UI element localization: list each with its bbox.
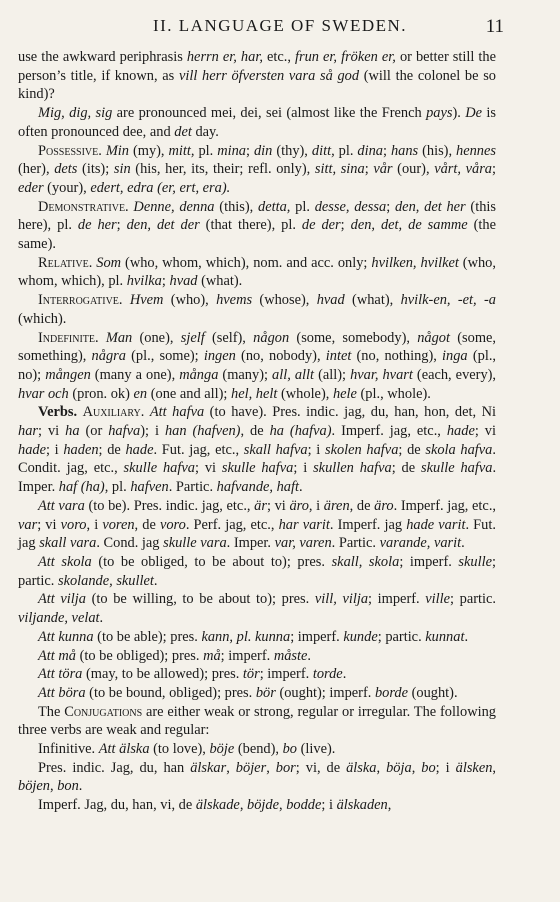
paragraph — [18, 291, 496, 328]
text-run: ; i — [45, 441, 64, 458]
text-run: etc., — [262, 49, 295, 65]
text-run: (who, whom, which), pl. — [18, 254, 496, 290]
text-run: vår — [373, 161, 393, 178]
page-number: 11 — [485, 16, 504, 37]
text-run: (whose), — [252, 292, 317, 309]
text-run: , — [49, 778, 58, 795]
text-run: , — [226, 759, 236, 776]
text-run: ; vi — [194, 460, 222, 477]
text-run: (to be obliged, to be about to); pres. — [91, 553, 332, 570]
text-run: ; — [161, 273, 170, 290]
text-run: må — [203, 647, 221, 664]
text-run: ; imperf. — [220, 647, 274, 664]
text-run: . Fut. jag, etc., — [153, 441, 244, 458]
text-run: det — [174, 123, 192, 140]
text-run: (will the colonel be so kind)? — [18, 67, 496, 103]
text-run: frun er, fröken er, — [295, 49, 396, 65]
text-run: skulle hafva — [421, 460, 493, 477]
text-run: (pl., whole). — [356, 385, 431, 402]
text-run: (pl., no); — [18, 348, 497, 383]
text-run: (what). — [197, 273, 243, 290]
text-run: pl. — [194, 142, 218, 159]
text-run: (no, nothing), — [351, 348, 443, 365]
text-run: ; partic. — [450, 591, 497, 608]
text-run: (which). — [18, 310, 67, 327]
text-run: (ought); imperf. — [275, 684, 375, 701]
text-run: haden — [63, 441, 99, 458]
text-run: . Partic. — [331, 535, 380, 552]
text-run: hvilka — [126, 273, 162, 290]
text-run: ; imperf. — [399, 553, 459, 570]
text-run: (to be obliged); pres. — [75, 647, 204, 664]
text-run: var, varen — [274, 535, 332, 552]
text-run: . Imperf. jag, etc., — [393, 497, 497, 514]
text-run: ). — [452, 105, 466, 122]
text-run: ; — [116, 217, 127, 234]
text-run: . — [299, 479, 303, 496]
text-run: älskar — [190, 759, 227, 776]
text-run: (to be able); pres. — [93, 628, 202, 645]
text-run: viljande, velat — [18, 610, 100, 627]
text-run: bor — [275, 759, 296, 776]
text-run: kunnat — [425, 628, 465, 645]
text-run: pays — [426, 105, 453, 122]
text-run: , — [239, 797, 248, 814]
text-run: ha — [65, 423, 80, 440]
text-run: (bend), — [234, 741, 283, 758]
text-run: (who, whom, which), nom. and acc. only; — [121, 254, 372, 271]
text-run: Interrogative. — [38, 292, 123, 309]
paragraph — [18, 647, 496, 666]
paragraph — [18, 590, 496, 627]
text-run: bo — [421, 759, 436, 776]
text-run: Possessive. — [38, 142, 102, 159]
text-run: de her — [77, 217, 117, 234]
text-run: Denne, denna — [133, 198, 215, 215]
text-run: haf (ha) — [58, 479, 105, 496]
text-run: vårt, våra — [434, 161, 492, 178]
text-run: ; de — [98, 441, 126, 458]
text-run: bo — [282, 741, 297, 758]
text-run: (may, to be allowed); pres. — [82, 666, 243, 683]
text-run: skolande, skullet — [57, 572, 154, 589]
text-run: skall, skola — [331, 553, 400, 570]
text-run: den, det her — [394, 198, 466, 215]
text-run: hade — [446, 423, 475, 440]
text-run: Mig, dig, sig — [38, 105, 113, 122]
text-run: ; i — [307, 441, 325, 458]
text-run: Att må — [38, 647, 76, 664]
text-run: use the awkward periphrasis — [18, 49, 187, 65]
paragraph — [18, 198, 496, 254]
text-run: (pl., some); — [125, 348, 204, 365]
text-run: hvilk-en, -et, -a — [400, 292, 496, 309]
text-run: hvar och — [18, 385, 69, 402]
text-run: Infinitive. — [38, 741, 99, 758]
text-run: Demonstrative. — [38, 198, 129, 215]
text-run: voro — [60, 516, 87, 533]
text-run: . — [464, 628, 469, 645]
text-run: älskaden — [336, 797, 388, 814]
text-run: din — [253, 142, 273, 159]
text-run: ha (hafva) — [269, 423, 332, 440]
text-run: dets — [54, 161, 78, 178]
text-run: (self), — [204, 329, 254, 346]
text-run: torde — [312, 666, 343, 683]
text-run: herrn er, har, — [186, 49, 263, 65]
text-run: skulle hafva — [221, 460, 294, 477]
text-run: (ought). — [408, 684, 458, 701]
text-run: desse, dessa — [314, 198, 387, 215]
text-run: den, det der — [126, 217, 200, 234]
text-run: , de — [134, 516, 160, 533]
paragraph — [18, 684, 496, 703]
text-run: Min — [105, 142, 129, 159]
paragraph — [18, 254, 496, 291]
text-run: Att kunna — [38, 628, 94, 645]
text-run: . Cond. jag — [96, 535, 164, 552]
text-run — [99, 330, 106, 346]
paragraph — [18, 665, 496, 684]
text-run: (each, every), — [412, 366, 497, 383]
text-run: skullen hafva — [313, 460, 392, 477]
text-run: pl. — [334, 142, 358, 159]
text-run: , i — [86, 516, 103, 533]
text-run: , de — [349, 497, 375, 514]
text-run: ; imperf. — [259, 666, 313, 683]
text-run: ; vi — [266, 497, 290, 514]
paragraph — [18, 740, 496, 759]
text-run: skulle — [458, 553, 492, 570]
text-run: . Imper. — [226, 535, 275, 552]
text-run: (one), — [132, 329, 181, 346]
text-run: ; — [492, 161, 496, 178]
text-run: hennes — [456, 142, 496, 159]
text-run: ; partic. — [18, 553, 496, 589]
text-run: dina — [357, 142, 383, 159]
paragraph — [18, 628, 496, 647]
text-run: (to love), — [149, 741, 210, 758]
text-run: skulle hafva — [123, 460, 195, 477]
text-run: (some, somebody), — [289, 329, 418, 346]
text-run: (no, nobody), — [235, 348, 326, 365]
text-run: (or — [79, 423, 109, 440]
text-run: . Imperf. jag — [329, 516, 407, 533]
text-run: var — [18, 516, 38, 533]
text-run: måste — [273, 647, 308, 664]
text-run: (this here), pl. — [18, 198, 496, 234]
text-run: bör — [255, 684, 276, 701]
text-run: are either weak or strong, regular or irregular. The following three verbs are weak and regular: — [18, 703, 496, 739]
text-run: Relative. — [38, 254, 93, 271]
text-run: ; vi — [474, 423, 497, 440]
text-run: (that there), pl. — [199, 217, 302, 234]
text-run: , — [387, 797, 392, 814]
text-run: ; imperf. — [368, 591, 426, 608]
text-run: , — [411, 759, 422, 776]
text-run: . — [153, 572, 158, 589]
text-run: (to be). Pres. indic. jag, etc., — [84, 497, 255, 514]
text-run: (his, her, its, their; refl. only), — [130, 161, 315, 178]
text-run: Att skola — [38, 553, 92, 570]
text-run: Att hafva — [149, 404, 205, 421]
text-run: älska — [346, 759, 377, 776]
paragraph — [18, 104, 496, 141]
text-run: pl. — [290, 198, 315, 215]
text-run: (some, something), — [18, 329, 497, 365]
text-run: (this), — [214, 198, 259, 215]
text-run: . Condit. jag, etc., — [18, 441, 496, 477]
text-run: ; vi, de — [295, 759, 347, 776]
text-run: varande, varit — [379, 535, 462, 552]
text-run: ; de — [391, 460, 422, 477]
text-run: något — [417, 329, 450, 346]
text-run: . — [78, 778, 83, 795]
text-run: . — [307, 647, 312, 664]
text-run: or better still the person’s title, if known, as — [18, 49, 497, 84]
text-run: (her), — [18, 161, 55, 178]
text-run: ; i — [321, 797, 337, 814]
text-run: , — [266, 759, 276, 776]
text-run: många — [179, 366, 219, 383]
text-run: sin — [113, 161, 131, 178]
text-run: böjen — [18, 778, 50, 795]
text-run: ; — [386, 198, 395, 215]
text-run: (live). — [297, 741, 336, 758]
text-run: , — [492, 759, 497, 776]
text-run: , — [376, 759, 387, 776]
text-run: . — [461, 535, 465, 552]
text-run: äro — [289, 497, 309, 514]
text-run: mången — [45, 366, 91, 383]
text-run: inga — [442, 348, 468, 365]
text-run: Pres. indic. Jag, du, han — [38, 759, 191, 776]
text-run: sitt, sina — [314, 161, 365, 178]
text-run: hvems — [216, 292, 253, 309]
paragraph — [18, 48, 496, 104]
text-run: . — [342, 666, 347, 683]
text-run: någon — [253, 329, 290, 346]
text-run: ; partic. — [377, 628, 426, 645]
paragraph — [18, 497, 496, 553]
text-run: den, det, de samme — [350, 217, 468, 234]
page-header — [0, 16, 560, 44]
text-run: . — [99, 610, 104, 627]
text-run: ; vi — [37, 516, 61, 533]
text-run: (to be willing, to be about to); pres. — [86, 591, 315, 608]
text-run: , i — [308, 497, 324, 514]
text-run: ; — [340, 217, 351, 234]
paragraph — [18, 703, 496, 740]
text-run: are pronounced mei, dei, sei (almost like the French — [112, 105, 427, 122]
text-run: hvilken, hvilket — [371, 254, 459, 271]
text-run: Imperf. Jag, du, han, vi, de — [38, 797, 196, 814]
text-run: edert, edra (er, ert, era). — [90, 179, 231, 196]
paragraph — [18, 759, 496, 796]
text-run: hafven — [130, 479, 169, 496]
text-run: . Perf. jag, etc., — [185, 516, 279, 533]
text-run: voren — [102, 516, 135, 533]
text-run: ; vi — [38, 423, 66, 440]
text-run: hade varit — [406, 516, 466, 533]
text-run: (its); — [77, 161, 114, 178]
text-run: voro — [159, 516, 186, 533]
paragraph — [18, 403, 496, 497]
text-run: ; imperf. — [290, 628, 344, 645]
paragraph — [18, 142, 496, 198]
text-run: , pl. — [104, 479, 131, 496]
text-run: skulle vara — [163, 535, 227, 552]
text-run: Att vara — [38, 497, 85, 514]
text-run: kann, pl. kunna — [201, 628, 291, 645]
text-run: äro — [374, 497, 394, 514]
text-run: (our), — [392, 161, 435, 178]
text-run: en — [133, 385, 148, 402]
text-run: (one and all); — [147, 385, 232, 402]
text-run: böjde — [247, 797, 280, 814]
text-run: skolen hafva — [324, 441, 399, 458]
text-run: (all); — [314, 366, 351, 383]
text-run: all, allt — [272, 366, 315, 383]
text-run: Hvem — [129, 292, 164, 309]
text-run: De — [465, 105, 483, 122]
text-run: , de — [240, 423, 270, 440]
text-run: (many a one), — [90, 366, 180, 383]
text-run: hans — [390, 142, 419, 159]
text-run: älsken — [455, 759, 493, 776]
text-run: Verbs. — [38, 404, 78, 421]
text-run: (whole), — [277, 385, 333, 402]
text-run: några — [91, 348, 126, 365]
text-run: ; de — [398, 441, 426, 458]
text-run: hade — [125, 441, 154, 458]
text-run: , — [279, 797, 287, 814]
text-run: hel, helt — [231, 385, 278, 402]
text-run: eder — [18, 179, 44, 196]
text-run — [123, 292, 130, 308]
text-run: hvar, hvart — [350, 366, 413, 383]
text-run: ären — [323, 497, 350, 514]
text-run: hvad — [316, 292, 345, 309]
text-run: hafva — [108, 423, 141, 440]
text-run: (many); — [218, 366, 273, 383]
text-run: ingen — [203, 348, 236, 365]
text-run: ); i — [140, 423, 165, 440]
text-run: (to be bound, obliged); pres. — [85, 684, 256, 701]
paragraph — [18, 329, 496, 404]
text-run: han (hafven) — [164, 423, 241, 440]
text-run: har — [18, 423, 38, 440]
paragraph — [18, 796, 496, 815]
text-run: hele — [332, 385, 357, 402]
text-run: ditt, — [311, 142, 335, 159]
body-text — [18, 48, 496, 815]
text-run: skall hafva — [243, 441, 308, 458]
text-run: (your), — [43, 179, 91, 196]
text-run: day. — [191, 123, 219, 140]
text-run: . Imper. — [18, 460, 497, 496]
text-run: Att böra — [38, 684, 86, 701]
text-run: (the same). — [18, 217, 496, 253]
text-run: (what), — [344, 292, 401, 309]
text-run: bon — [57, 778, 79, 795]
text-run: Som — [96, 254, 122, 271]
text-run: The — [38, 703, 65, 720]
text-run: (thy), — [272, 142, 312, 159]
text-run: de der — [301, 217, 341, 234]
text-run: intet — [325, 348, 352, 365]
paragraph — [18, 553, 496, 590]
text-run: . Partic. — [168, 479, 217, 496]
text-run: Att älska — [98, 741, 150, 758]
text-run: hade — [18, 441, 46, 458]
text-run: böjer — [235, 759, 267, 776]
running-head: II. LANGUAGE OF SWEDEN. — [152, 16, 408, 35]
text-run: kunde — [343, 628, 378, 645]
text-run: vill herr öfversten vara så god — [178, 67, 360, 84]
text-run: böje — [209, 741, 235, 758]
text-run: . Fut. jag — [18, 516, 496, 552]
text-run: mina — [217, 142, 247, 159]
text-run: (who), — [163, 292, 217, 309]
text-run: ville — [425, 591, 451, 608]
text-run: mitt, — [168, 142, 195, 159]
text-run: hvad — [169, 273, 198, 290]
text-run: ; — [364, 161, 374, 178]
text-run: (his), — [418, 142, 457, 159]
text-run: Att vilja — [38, 591, 86, 608]
text-run: skall vara — [39, 535, 97, 552]
text-run: (pron. ok) — [68, 385, 134, 402]
text-run: älskade — [195, 797, 240, 814]
text-run: borde — [374, 684, 409, 701]
text-run: Auxiliary. — [82, 404, 145, 421]
text-run: detta, — [258, 198, 291, 215]
text-run: bodde — [286, 797, 322, 814]
text-run: ; — [246, 142, 254, 159]
text-run: är — [254, 497, 267, 514]
text-run: tör — [242, 666, 260, 683]
text-run: . Imperf. jag, etc., — [331, 423, 447, 440]
text-run: is often pronounced dee, and — [18, 105, 496, 140]
text-run: (my), — [129, 142, 169, 159]
text-run: böja — [386, 759, 412, 776]
text-run: har varit — [278, 516, 330, 533]
text-run: (to have). Pres. indic. jag, du, han, hon, det, Ni — [204, 404, 496, 421]
text-run: ; — [382, 142, 391, 159]
text-run: ; i — [293, 460, 314, 477]
text-run: skola hafva — [425, 441, 493, 458]
text-run: Conjugations — [64, 703, 143, 720]
text-run: Att töra — [38, 666, 83, 683]
text-run: hafvande, haft — [216, 479, 299, 496]
text-run: sjelf — [180, 329, 205, 346]
text-run: Man — [105, 329, 133, 346]
text-run: Indefinite. — [38, 329, 99, 346]
text-run: ; i — [435, 759, 456, 776]
text-run: vill, vilja — [314, 591, 369, 608]
